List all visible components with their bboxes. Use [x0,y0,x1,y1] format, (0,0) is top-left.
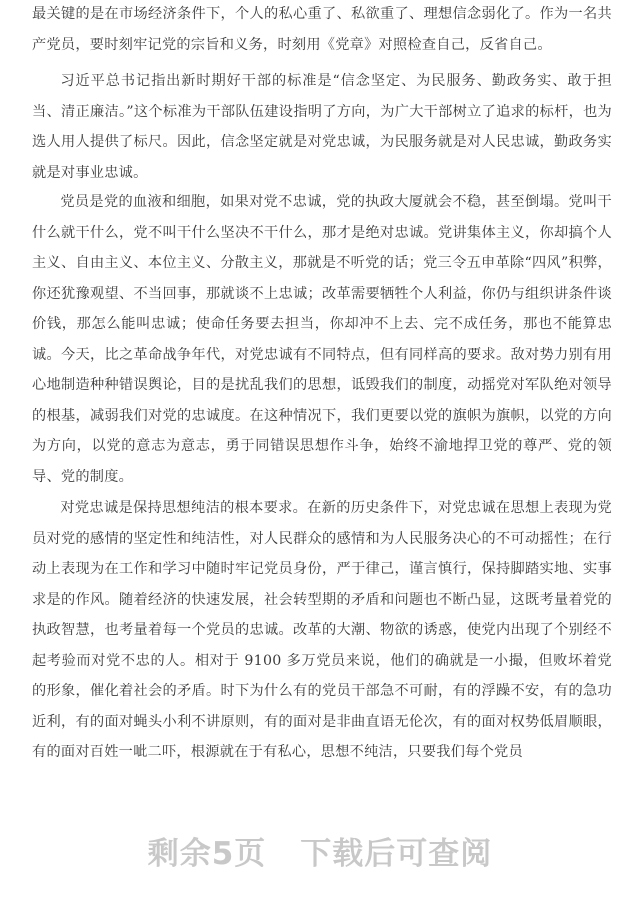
remaining-pages-text: 剩余5页 [147,836,267,872]
download-prompt-text: 下载后可查阅 [300,836,493,872]
paragraph-2: 习近平总书记指出新时期好干部的标准是“信念坚定、为民服务、勤政务实、敢于担当、清正廉洁。”这个标准为干部队伍建设指明了方向，为广大干部树立了追求的标杆，也为选人用人提供了标尺。因此，信念坚定就是对党忠诚，为民服务就是对人民忠诚，勤政务实就是对事业忠诚。 [32,73,612,181]
paragraph-1: 最关键的是在市场经济条件下，个人的私心重了、私欲重了、理想信念弱化了。作为一名共产党员，要时刻牢记党的宗旨和义务，时刻用《党章》对照检查自己，反省自己。 [32,6,612,53]
paragraph-4: 对党忠诚是保持思想纯洁的根本要求。在新的历史条件下，对党忠诚在思想上表现为党员对党的感情的坚定性和纯洁性，对人民群众的感情和为人民服务决心的不可动摇性；在行动上表现为在工作和学习中随时牢记党员身份，严于律己，谨言慎行，保持脚踏实地、实事求是的作风。随着经济的快速发展，社会转型期的矛盾和问题也不断凸显，这既考量着党的执政智慧，也考量着每一个党员的忠诚。改革的大潮、物欲的诱惑，使党内出现了个别经不起考验而对党不忠的人。相对于 9100 多万党员来说，他们的确就是一小撮，但败坏着党的形象，催化着社会的矛盾。时下为什么有的党员干部急不可耐，有的浮躁不安，有的急功近利，有的面对蝇头小利不讲原则，有的面对是非曲直语无伦次，有的面对权势低眉顺眼，有的面对百姓一呲二吓，根源就在于有私心，思想不纯洁，只要我们每个党员 [32,500,612,760]
paragraph-3: 党员是党的血液和细胞，如果对党不忠诚，党的执政大厦就会不稳，甚至倒塌。党叫干什么就干什么，党不叫干什么坚决不干什么，那才是绝对忠诚。党讲集体主义，你却搞个人主义、自由主义、本位主义、分散主义，那就是不听党的话；党三令五申革除“四风”积弊，你还犹豫观望、不当回事，那就谈不上忠诚；改革需要牺牲个人利益，你仍与组织讲条件谈价钱，那怎么能叫忠诚；使命任务要去担当，你却冲不上去、完不成任务，那也不能算忠诚。今天，比之革命战争年代，对党忠诚有不同特点，但有同样高的要求。敌对势力别有用心地制造种种错误舆论，目的是扰乱我们的思想，诋毁我们的制度，动摇党对军队绝对领导的根基，减弱我们对党的忠诚度。在这种情况下，我们更要以党的旗帜为旗帜，以党的方向为方向，以党的意志为意志，勇于同错误思想作斗争，始终不渝地捍卫党的尊严、党的领导、党的制度。 [32,194,612,485]
download-banner[interactable] [0,828,640,873]
